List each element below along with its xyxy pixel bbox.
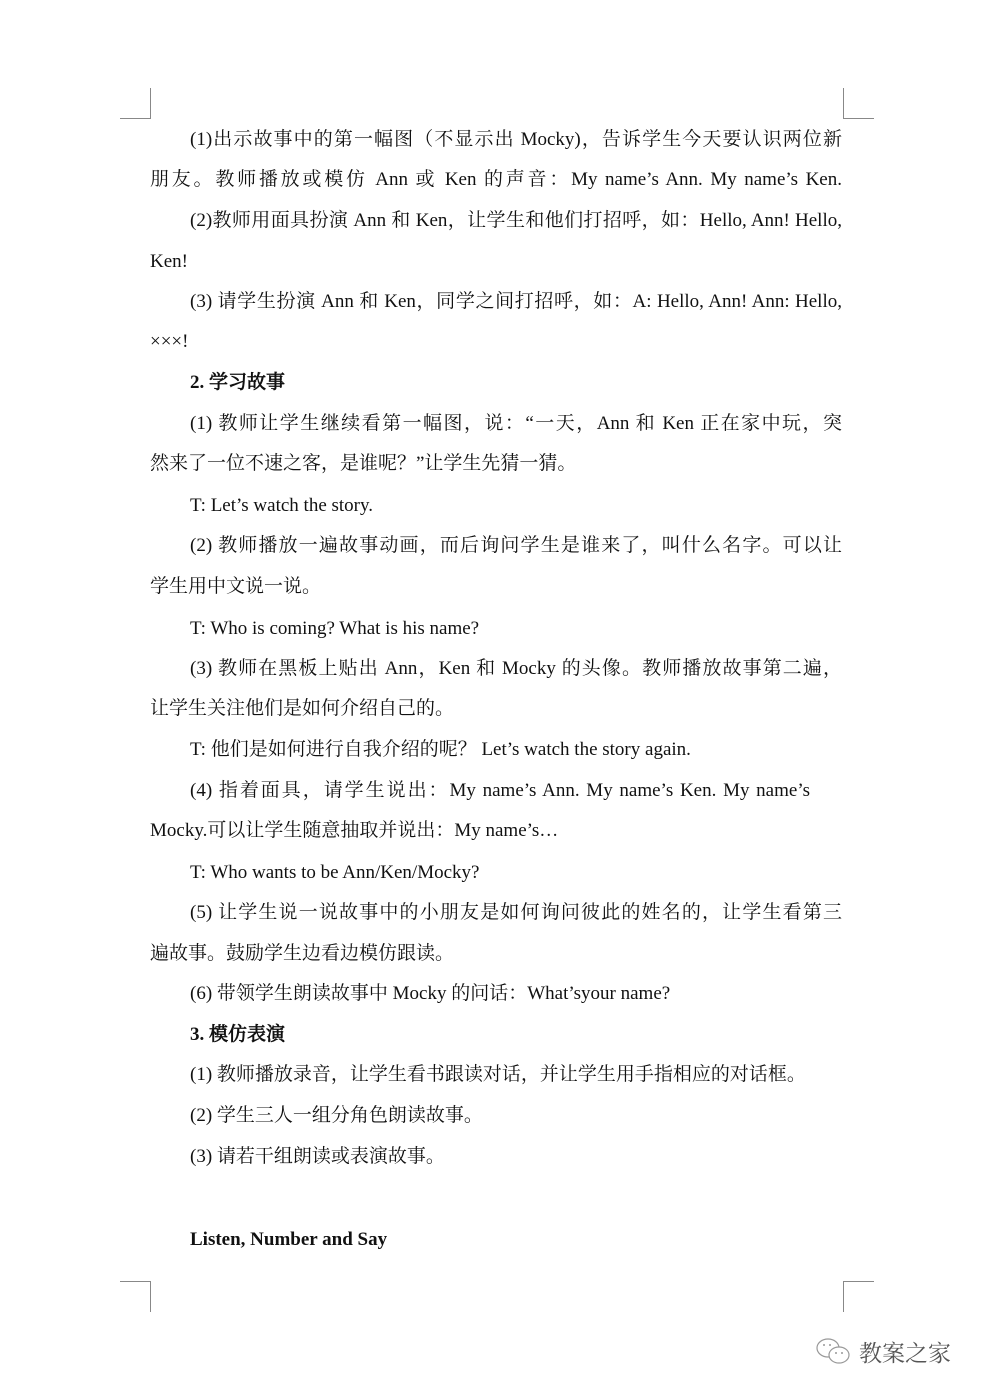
text-line: (1) 教师让学生继续看第一幅图，说：“一天，Ann 和 Ken 正在家中玩，突 [190, 413, 842, 434]
text-line: (2) 学生三人一组分角色朗读故事。 [190, 1105, 483, 1126]
text-line: 遍故事。鼓励学生边看边模仿跟读。 [150, 943, 455, 964]
text-line: T: 他们是如何进行自我介绍的呢？ Let’s watch the story again. [190, 739, 691, 760]
text-line: (2) 教师播放一遍故事动画，而后询问学生是谁来了，叫什么名字。可以让 [190, 535, 842, 556]
text-line: (2)教师用面具扮演 Ann 和 Ken，让学生和他们打招呼，如：Hello, Ann! Hello, [190, 210, 842, 231]
watermark-text: 教案之家 [859, 1341, 951, 1367]
section-heading: Listen, Number and Say [190, 1229, 388, 1250]
page-corner-mark [843, 1281, 874, 1312]
watermark [815, 1335, 951, 1368]
text-line: 学生用中文说一说。 [150, 576, 322, 597]
wechat-icon [815, 1337, 853, 1367]
text-line: (3) 请学生扮演 Ann 和 Ken，同学之间打招呼，如：A: Hello, Ann! Ann: Hello, [190, 291, 842, 312]
section-heading: 2. 学习故事 [190, 372, 286, 393]
text-line: Mocky.可以让学生随意抽取并说出：My name’s… [150, 820, 559, 841]
text-line: (6) 带领学生朗读故事中 Mocky 的问话：What’syour name? [190, 983, 671, 1004]
page-corner-mark [120, 1281, 151, 1312]
section-heading: 3. 模仿表演 [190, 1024, 286, 1045]
text-line: ×××! [150, 331, 189, 352]
text-line: 让学生关注他们是如何介绍自己的。 [150, 698, 455, 719]
text-line: (3) 请若干组朗读或表演故事。 [190, 1146, 445, 1167]
page-corner-mark [120, 88, 151, 119]
text-line: 朋友。教师播放或模仿 Ann 或 Ken 的声音：My name’s Ann. My name’s Ken. [150, 169, 842, 190]
text-line: (3) 教师在黑板上贴出 Ann，Ken 和 Mocky 的头像。教师播放故事第二遍， [190, 658, 842, 679]
text-line: 然来了一位不速之客，是谁呢？”让学生先猜一猜。 [150, 453, 577, 474]
text-line: T: Who is coming? What is his name? [190, 618, 480, 639]
text-line: Ken! [150, 251, 188, 272]
page-corner-mark [843, 88, 874, 119]
text-line: T: Let’s watch the story. [190, 495, 374, 516]
text-line: (5) 让学生说一说故事中的小朋友是如何询问彼此的姓名的，让学生看第三 [190, 902, 842, 923]
text-line: (1)出示故事中的第一幅图（不显示出 Mocky)，告诉学生今天要认识两位新 [190, 129, 842, 150]
text-line: T: Who wants to be Ann/Ken/Mocky? [190, 862, 480, 883]
text-line: (1) 教师播放录音，让学生看书跟读对话，并让学生用手指相应的对话框。 [190, 1064, 806, 1085]
text-line: (4) 指着面具，请学生说出：My name’s Ann. My name’s Ken. My name’s [190, 780, 810, 801]
